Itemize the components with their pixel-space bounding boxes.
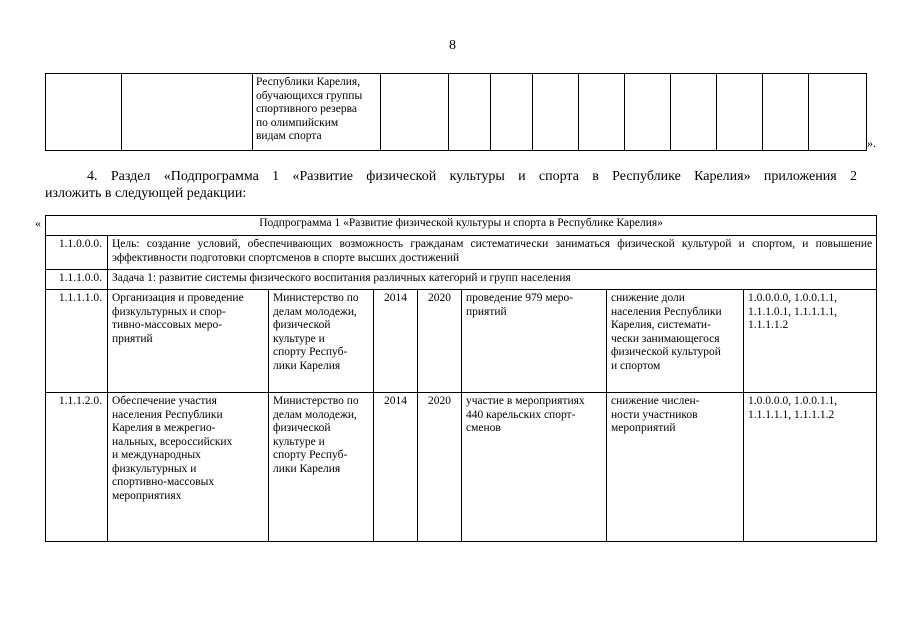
event-code: 1.1.1.1.0. — [46, 290, 108, 393]
table-cell-text — [253, 74, 381, 151]
related-indicators: 1.0.0.0.0, 1.0.0.1.1, 1.1.1.0.1, 1.1.1.1.1, 1.1.1.1.2 — [744, 290, 877, 393]
task-code: 1.1.1.0.0. — [46, 270, 108, 290]
goal-code: 1.1.0.0.0. — [46, 236, 108, 270]
continuation-text: Республики Карелия, обучающихся группы спортивного резерва по олимпийским видам спорта — [256, 76, 363, 142]
task-text: Задача 1: развитие системы физического воспитания различных категорий и групп населения — [108, 270, 877, 290]
table-cell — [717, 74, 763, 151]
opening-quote: « — [35, 216, 41, 230]
table-cell — [381, 74, 449, 151]
event-name: Организация и проведение физкультурных и спор- тивно-массовых меро- приятий — [108, 290, 269, 393]
amendment-paragraph — [45, 168, 857, 202]
end-year: 2020 — [418, 290, 462, 393]
table-cell — [809, 74, 867, 151]
event-executor: Министерство по делам молодежи, физической культуре и спорту Респуб- лики Карелия — [269, 393, 374, 542]
table-cell — [671, 74, 717, 151]
goal-text: Цель: создание условий, обеспечивающих возможность гражданам систематически заниматься физической культурой и спортом, и повышение эффективности подготовки спортсменов в спорте высших достижений — [108, 236, 877, 270]
start-year: 2014 — [374, 290, 418, 393]
consequence: снижение доли населения Республики Карелия, системати- чески занимающегося физической культурой и спортом — [607, 290, 744, 393]
page-number: 8 — [449, 38, 456, 53]
table-cell — [491, 74, 533, 151]
end-year: 2020 — [418, 393, 462, 542]
table-cell — [763, 74, 809, 151]
table-cell — [449, 74, 491, 151]
consequence: снижение числен- ности участников мероприятий — [607, 393, 744, 542]
table-cell — [579, 74, 625, 151]
subprogram-title: Подпрограмма 1 «Развитие физической культуры и спорта в Республике Карелия» — [46, 216, 877, 236]
closing-quote: ». — [867, 136, 876, 150]
expected-result: проведение 979 меро- приятий — [462, 290, 607, 393]
subprogram-table — [45, 215, 877, 542]
table-row — [46, 290, 877, 393]
table-cell — [533, 74, 579, 151]
table-cell — [122, 74, 253, 151]
continuation-table — [45, 73, 867, 151]
event-code: 1.1.1.2.0. — [46, 393, 108, 542]
paragraph-line-1: 4. Раздел «Подпрограмма 1 «Развитие физической культуры и спорта в Республике Карелия» приложения 2 — [87, 169, 857, 184]
start-year: 2014 — [374, 393, 418, 542]
table-cell — [625, 74, 671, 151]
related-indicators: 1.0.0.0.0, 1.0.0.1.1, 1.1.1.1.1, 1.1.1.1.2 — [744, 393, 877, 542]
table-cell — [46, 74, 122, 151]
event-name: Обеспечение участия населения Республики Карелия в межрегио- нальных, всероссийских и международных физкультурных и спортивно-массовых мероприятиях — [108, 393, 269, 542]
event-executor: Министерство по делам молодежи, физической культуре и спорту Респуб- лики Карелия — [269, 290, 374, 393]
paragraph-line-2: изложить в следующей редакции: — [45, 186, 247, 201]
expected-result: участие в мероприятиях 440 карельских спорт- сменов — [462, 393, 607, 542]
table-row — [46, 393, 877, 542]
